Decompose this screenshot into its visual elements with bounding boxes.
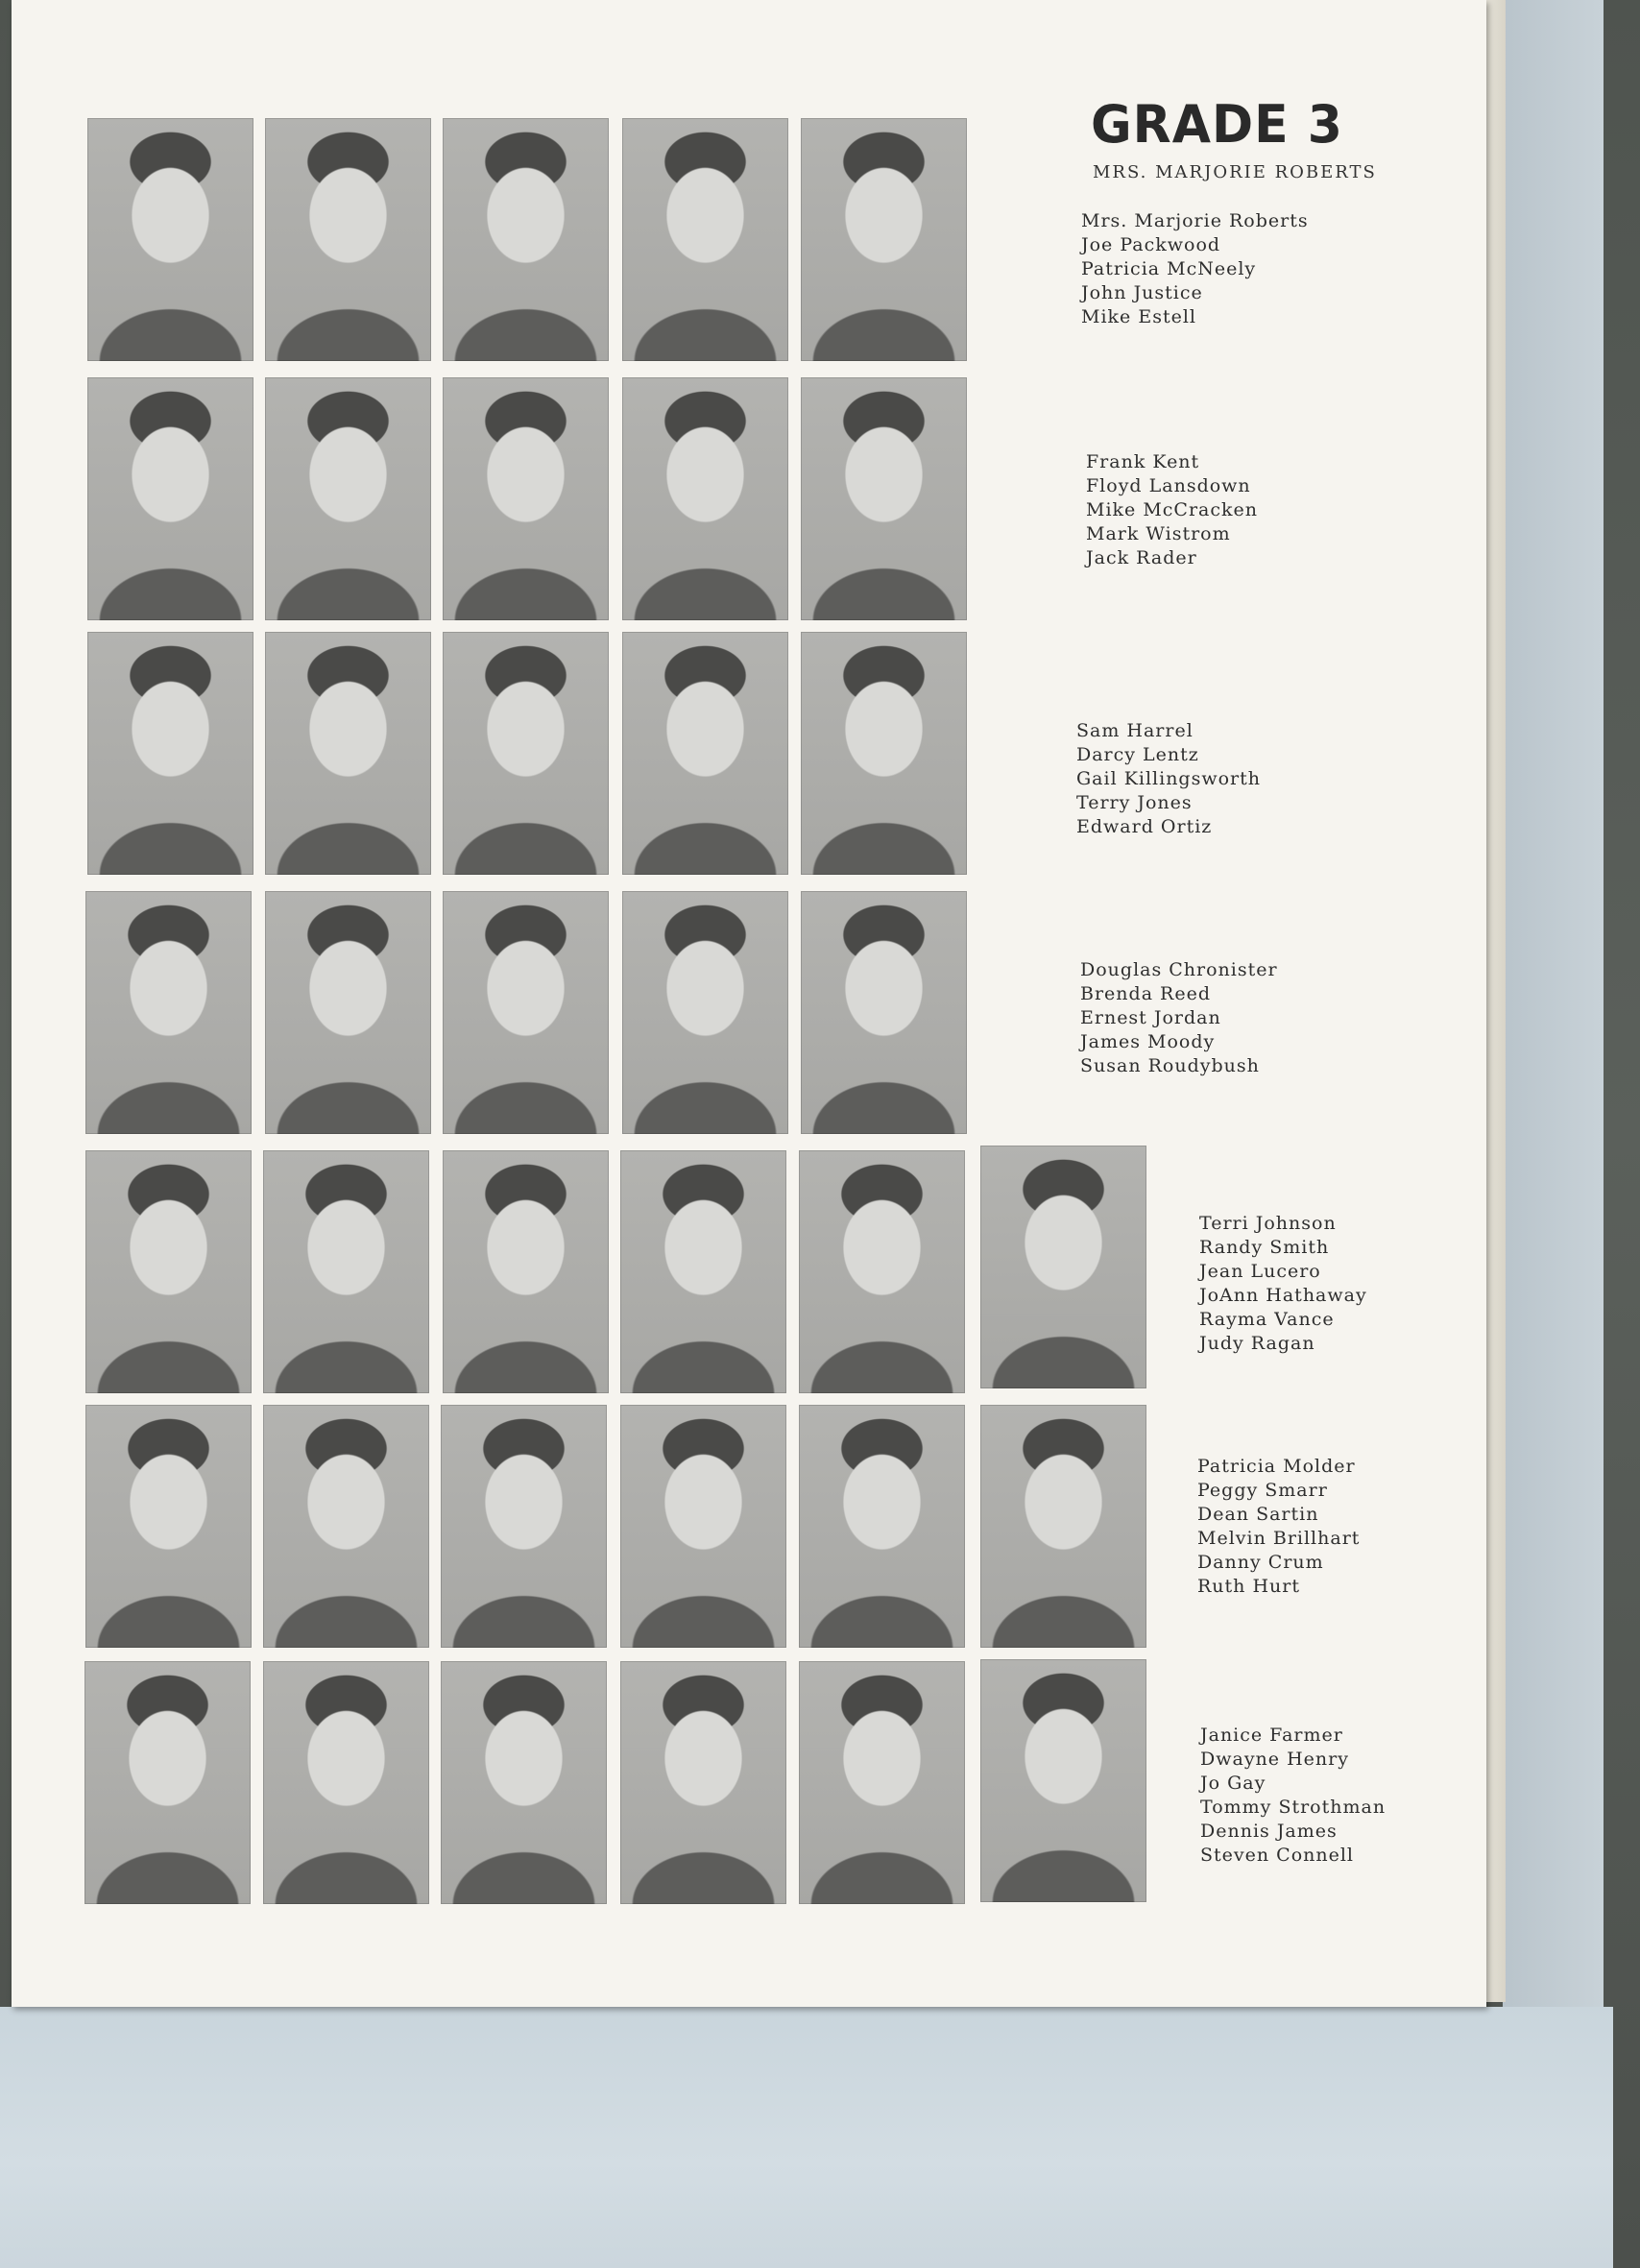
portrait-photo (263, 1150, 429, 1393)
student-name: Melvin Brillhart (1197, 1528, 1361, 1549)
portrait-photo (620, 1661, 786, 1904)
student-name: Mark Wistrom (1086, 523, 1231, 544)
portrait-photo (801, 118, 967, 361)
student-name: Dennis James (1200, 1821, 1338, 1842)
name-list-row-4 (1080, 958, 1278, 1078)
portrait-photo (84, 1661, 251, 1904)
portrait-photo (441, 1405, 607, 1648)
student-name: Randy Smith (1199, 1237, 1330, 1258)
portrait-photo (980, 1146, 1146, 1388)
portrait-photo (799, 1150, 965, 1393)
student-name: Mike McCracken (1086, 499, 1259, 520)
portrait-photo (263, 1661, 429, 1904)
portrait-photo (443, 377, 609, 620)
name-list-row-6 (1197, 1455, 1360, 1599)
portrait-photo (622, 118, 788, 361)
underlying-sheet-bottom (0, 2007, 1613, 2268)
student-name: Danny Crum (1197, 1552, 1324, 1573)
name-list-row-2 (1086, 450, 1258, 570)
portrait-photo (265, 632, 431, 875)
name-list-row-3 (1076, 719, 1261, 839)
student-name: Mike Estell (1081, 306, 1196, 327)
student-name: Peggy Smarr (1197, 1480, 1328, 1501)
portrait-photo (87, 118, 253, 361)
portrait-photo (263, 1405, 429, 1648)
name-list-row-5 (1199, 1212, 1367, 1356)
student-name: Jean Lucero (1199, 1261, 1321, 1282)
student-name: Dwayne Henry (1200, 1749, 1349, 1770)
portrait-photo (799, 1405, 965, 1648)
portrait-photo (980, 1659, 1146, 1902)
portrait-photo (443, 891, 609, 1134)
portrait-photo (622, 891, 788, 1134)
underlying-sheet-right (1503, 0, 1604, 2268)
portrait-photo (265, 891, 431, 1134)
name-list-row-7 (1200, 1724, 1386, 1868)
portrait-photo (620, 1405, 786, 1648)
student-name: Tommy Strothman (1200, 1797, 1387, 1818)
student-name: Darcy Lentz (1076, 744, 1199, 765)
student-name: Dean Sartin (1197, 1504, 1319, 1525)
portrait-photo (85, 1150, 252, 1393)
yearbook-page (12, 0, 1486, 2007)
portrait-photo (801, 891, 967, 1134)
portrait-photo (443, 118, 609, 361)
student-name: Patricia Molder (1197, 1456, 1356, 1477)
student-name: Terri Johnson (1199, 1213, 1337, 1234)
student-name: Janice Farmer (1200, 1725, 1343, 1746)
student-name: Ernest Jordan (1080, 1007, 1221, 1028)
student-name: Patricia McNeely (1081, 258, 1257, 279)
portrait-photo (87, 632, 253, 875)
student-name: Joe Packwood (1081, 234, 1221, 255)
portrait-photo (622, 632, 788, 875)
portrait-photo (85, 891, 252, 1134)
portrait-photo (622, 377, 788, 620)
student-name: John Justice (1081, 282, 1203, 303)
student-name: James Moody (1080, 1031, 1216, 1052)
portrait-photo (801, 632, 967, 875)
student-name: Terry Jones (1076, 792, 1193, 813)
student-name: Ruth Hurt (1197, 1576, 1300, 1597)
portrait-photo (87, 377, 253, 620)
student-name: Susan Roudybush (1080, 1055, 1260, 1076)
student-name: Floyd Lansdown (1086, 475, 1251, 496)
portrait-photo (85, 1405, 252, 1648)
student-name: Rayma Vance (1199, 1309, 1335, 1330)
portrait-photo (980, 1405, 1146, 1648)
portrait-photo (443, 1150, 609, 1393)
student-name: Frank Kent (1086, 451, 1200, 472)
portrait-photo (441, 1661, 607, 1904)
portrait-photo (443, 632, 609, 875)
student-name: Edward Ortiz (1076, 816, 1213, 837)
student-name: Gail Killingsworth (1076, 768, 1262, 789)
portrait-photo (801, 377, 967, 620)
student-name: JoAnn Hathaway (1199, 1285, 1367, 1306)
student-name: Douglas Chronister (1080, 959, 1278, 980)
student-name: Judy Ragan (1199, 1333, 1315, 1354)
student-name: Sam Harrel (1076, 720, 1194, 741)
portrait-photo (265, 377, 431, 620)
student-name: Mrs. Marjorie Roberts (1081, 210, 1309, 231)
portrait-photo (265, 118, 431, 361)
student-name: Jo Gay (1200, 1773, 1266, 1794)
student-name: Jack Rader (1086, 547, 1197, 568)
student-name: Steven Connell (1200, 1845, 1354, 1866)
teacher-subtitle: MRS. MARJORIE ROBERTS (1093, 162, 1377, 182)
page-title: GRADE 3 (1091, 94, 1343, 156)
portrait-photo (799, 1661, 965, 1904)
student-name: Brenda Reed (1080, 983, 1212, 1004)
portrait-photo (620, 1150, 786, 1393)
name-list-row-1 (1081, 209, 1309, 329)
